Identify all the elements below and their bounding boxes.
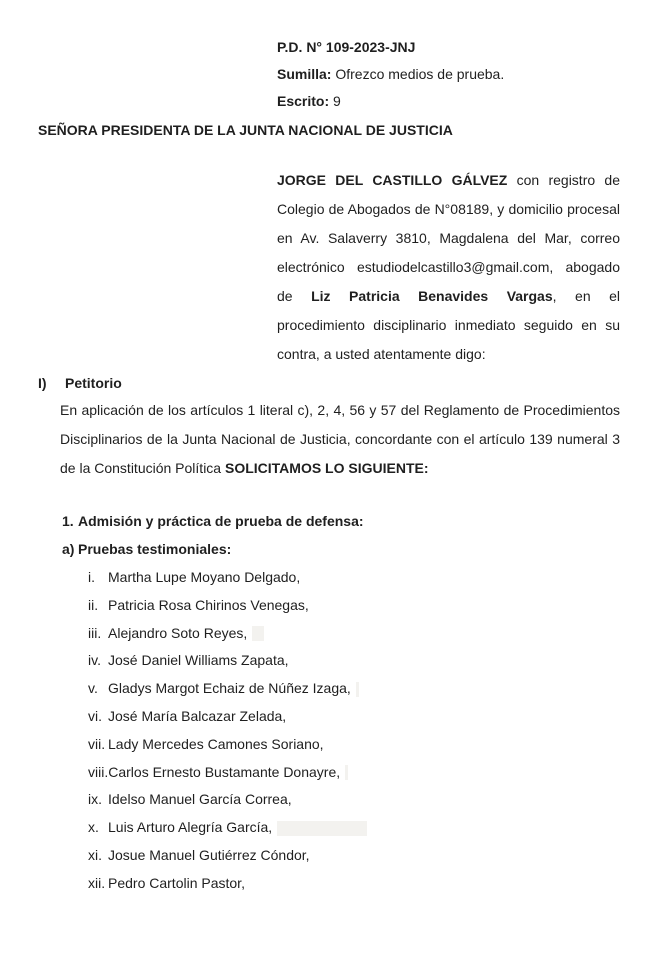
request-subitem-a-title: Pruebas testimoniales: <box>78 541 232 557</box>
witness-roman-numeral: ii. <box>88 596 99 613</box>
witness-row <box>88 814 656 842</box>
case-number: P.D. N° 109-2023-JNJ <box>277 39 416 55</box>
redaction-artifact <box>252 626 264 641</box>
salutation: SEÑORA PRESIDENTA DE LA JUNTA NACIONAL DE JUSTICIA <box>38 122 453 138</box>
witness-name: Lady Mercedes Camones Soriano, <box>108 735 324 752</box>
request-subitem-a-letter: a) <box>62 541 75 557</box>
petitorio-text: En aplicación de los artículos 1 literal c), 2, 4, 56 y 57 del Reglamento de Procedimientos Disciplinarios de la Junta Nacional de Justicia, concordante con el artículo 139 numeral 3 de la Constitución Política <box>60 402 620 476</box>
witness-roman-numeral: xii. <box>88 874 106 891</box>
petitorio-heading-title: Petitorio <box>65 375 122 391</box>
witness-name: Alejandro Soto Reyes, <box>108 624 248 641</box>
request-item-1-number: 1. <box>62 513 74 529</box>
redaction-artifact <box>345 765 348 780</box>
witness-row <box>88 703 656 731</box>
witness-name: José María Balcazar Zelada, <box>108 707 287 724</box>
petitorio-paragraph <box>60 396 620 483</box>
petitorio-heading-number: I) <box>38 375 47 391</box>
escrito-line <box>277 88 620 115</box>
witness-row <box>88 870 656 898</box>
witness-list <box>88 564 656 898</box>
witness-name: Josue Manuel Gutiérrez Cóndor, <box>108 846 310 863</box>
witness-roman-numeral: iv. <box>88 652 101 669</box>
witness-roman-numeral: ix. <box>88 791 102 808</box>
witness-name: Carlos Ernesto Bustamante Donayre, <box>108 763 341 780</box>
sumilla-text: Ofrezco medios de prueba. <box>335 66 505 82</box>
sumilla-label: Sumilla: <box>277 66 332 82</box>
petitorio-bold-request: SOLICITAMOS LO SIGUIENTE: <box>224 460 429 476</box>
intro-paragraph <box>277 166 620 369</box>
petitorio-heading <box>38 370 656 396</box>
intro-text-1: con registro de Colegio de Abogados de N°08189, y domicilio procesal en Av. Salaverry 3810, Magdalena del Mar, correo electrónico estudiodelcastillo3@gmail.com, abogado de <box>277 172 620 304</box>
sumilla-line <box>277 61 620 88</box>
lawyer-name: JORGE DEL CASTILLO GÁLVEZ <box>277 172 508 188</box>
witness-row <box>88 842 656 870</box>
witness-name: Idelso Manuel García Correa, <box>108 791 292 808</box>
request-subitem-a <box>62 535 656 564</box>
witness-row <box>88 592 656 620</box>
client-name: Liz Patricia Benavides Vargas <box>311 288 553 304</box>
request-item-1-title: Admisión y práctica de prueba de defensa: <box>78 513 364 529</box>
witness-roman-numeral: vi. <box>88 707 102 724</box>
witness-row <box>88 564 656 592</box>
witness-row <box>88 620 656 648</box>
redaction-artifact <box>277 821 367 836</box>
escrito-value: 9 <box>333 93 341 109</box>
witness-name: Pedro Cartolin Pastor, <box>108 874 245 891</box>
witness-row <box>88 647 656 675</box>
witness-name: José Daniel Williams Zapata, <box>108 652 289 669</box>
witness-name: Gladys Margot Echaiz de Núñez Izaga, <box>108 680 351 697</box>
witness-roman-numeral: x. <box>88 819 99 836</box>
redaction-artifact <box>356 682 359 697</box>
witness-name: Martha Lupe Moyano Delgado, <box>108 569 301 585</box>
witness-row <box>88 731 656 759</box>
witness-name: Patricia Rosa Chirinos Venegas, <box>108 596 309 613</box>
witness-row <box>88 759 656 787</box>
escrito-label: Escrito: <box>277 93 330 109</box>
witness-roman-numeral: viii. <box>88 763 109 780</box>
witness-row <box>88 675 656 703</box>
witness-roman-numeral: iii. <box>88 624 102 641</box>
witness-roman-numeral: i. <box>88 569 95 585</box>
witness-name: Luis Arturo Alegría García, <box>108 819 273 836</box>
request-item-1 <box>62 507 656 535</box>
document-header <box>277 34 620 115</box>
witness-roman-numeral: xi. <box>88 846 102 863</box>
witness-row <box>88 786 656 814</box>
intro-text-2: , en el procedimiento disciplinario inmediato seguido en su contra, a usted atentamente digo: <box>277 288 621 362</box>
witness-roman-numeral: v. <box>88 680 98 697</box>
witness-roman-numeral: vii. <box>88 735 106 752</box>
